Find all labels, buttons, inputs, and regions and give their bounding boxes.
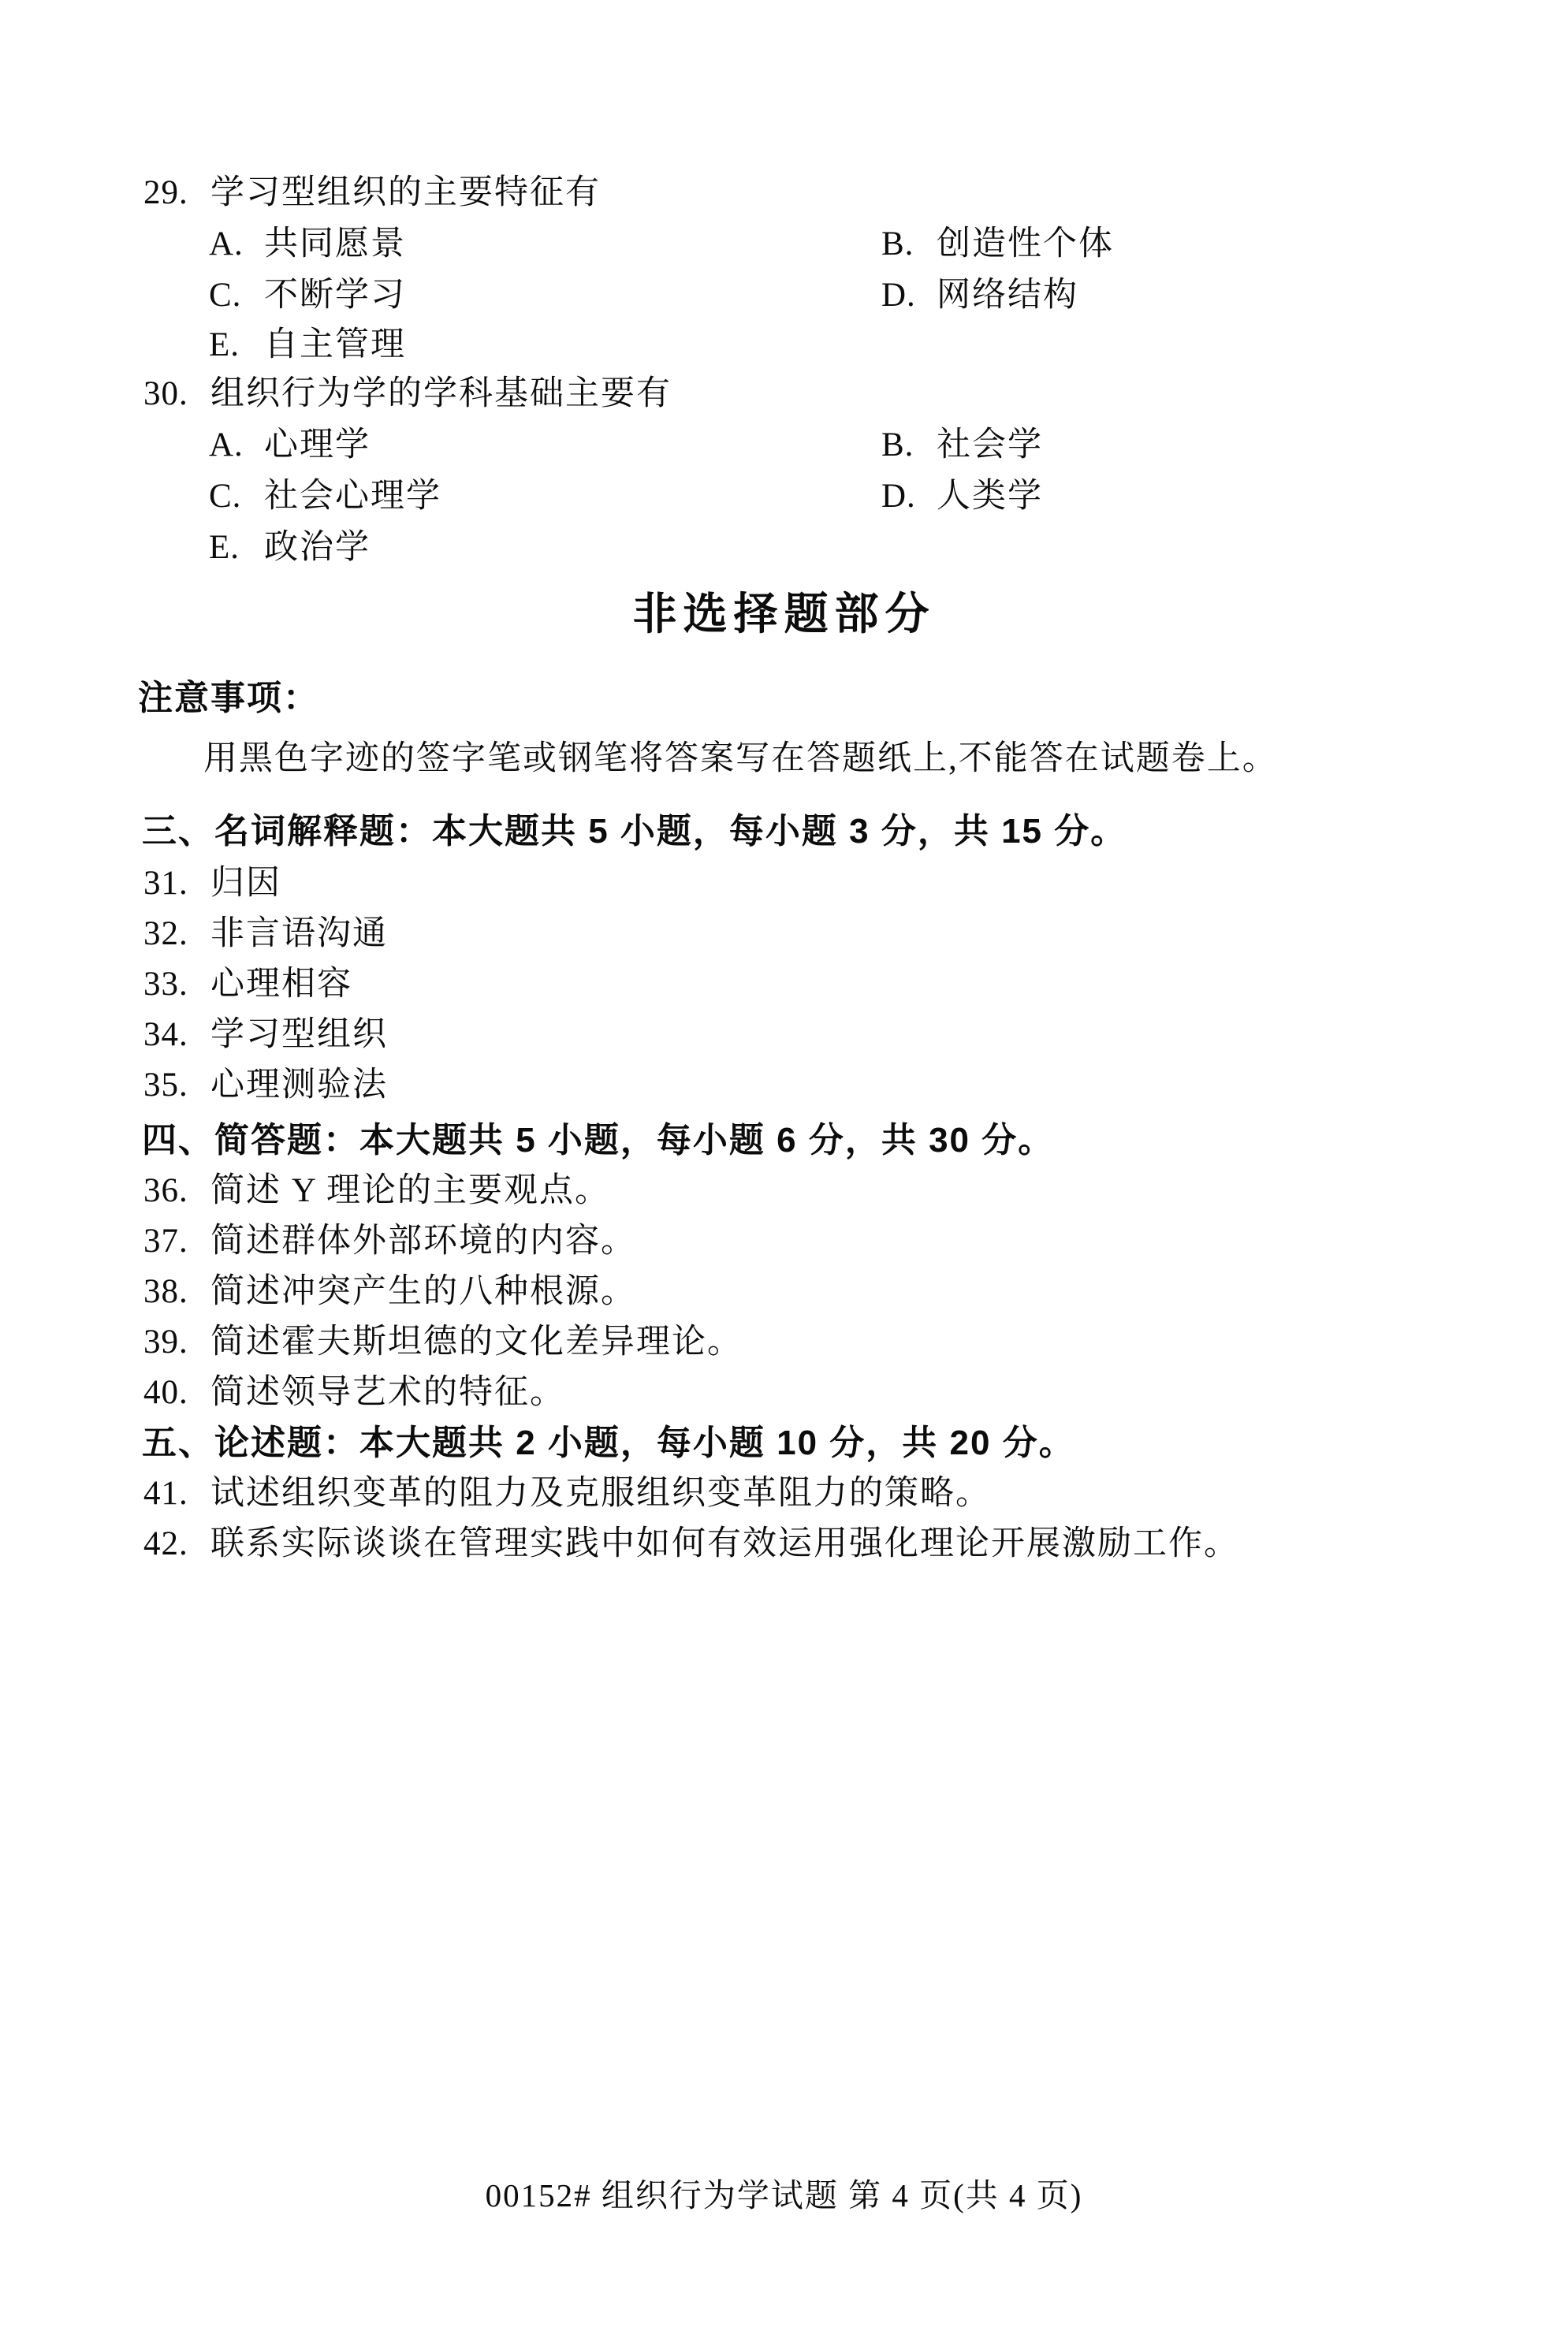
option-label: 网络结构 [937,277,1078,314]
page-footer: 00152# 组织行为学试题 第 4 页(共 4 页) [485,2177,1083,2213]
option-letter: D. [881,277,916,314]
item-number: 34. [143,1016,188,1053]
option-label: 心理学 [264,426,371,464]
item-40 [143,1373,565,1412]
option-label: 创造性个体 [937,225,1114,262]
item-text: 简述霍夫斯坦德的文化差异理论。 [210,1324,743,1361]
option-label: 社会心理学 [264,478,441,515]
item-number: 38. [143,1273,188,1310]
item-number: 32. [143,915,188,952]
item-38 [143,1272,636,1311]
question-text: 组织行为学的学科基础主要有 [210,375,672,412]
option-letter: A. [209,225,244,262]
question-30-option-d [881,477,1043,516]
option-label: 政治学 [264,529,371,566]
item-36 [143,1171,610,1210]
question-29-option-c [209,276,406,315]
item-text: 简述冲突产生的八种根源。 [210,1273,636,1310]
question-30-option-b [881,426,1043,464]
question-30-option-a [209,426,371,464]
item-number: 39. [143,1324,188,1361]
item-text: 简述 Y 理论的主要观点。 [210,1172,610,1209]
option-letter: E. [209,326,240,363]
option-label: 不断学习 [264,277,406,314]
option-label: 共同愿景 [264,225,406,262]
option-letter: E. [209,529,240,566]
question-30-option-c [209,477,441,516]
item-number: 36. [143,1172,188,1209]
question-text: 学习型组织的主要特征有 [210,174,601,211]
item-32 [143,914,388,953]
question-29-option-d [881,276,1078,315]
option-letter: A. [209,426,244,464]
notice-body: 用黑色字迹的签字笔或钢笔将答案写在答题纸上,不能答在试题卷上。 [203,740,1278,777]
section-4-title: 四、简答题：本大题共 5 小题，每小题 6 分，共 30 分。 [142,1121,1055,1160]
item-text: 简述群体外部环境的内容。 [210,1223,636,1260]
question-29-option-b [881,225,1114,263]
item-text: 非言语沟通 [210,915,388,952]
question-29-option-a [209,225,406,263]
item-34 [143,1015,388,1054]
item-number: 33. [143,966,188,1003]
option-letter: D. [881,478,916,515]
option-label: 社会学 [937,426,1043,464]
item-number: 31. [143,865,188,902]
item-text: 学习型组织 [210,1016,388,1053]
question-29 [143,173,601,212]
item-39 [143,1323,743,1361]
option-letter: B. [881,426,914,464]
question-number: 30. [143,375,188,412]
item-31 [143,864,281,903]
item-text: 联系实际谈谈在管理实践中如何有效运用强化理论开展激励工作。 [210,1525,1239,1562]
option-letter: C. [209,478,242,515]
item-number: 42. [143,1525,188,1562]
question-30 [143,374,672,413]
item-text: 心理相容 [210,966,352,1003]
item-number: 35. [143,1067,188,1104]
part-heading: 非选择题部分 [632,589,936,638]
item-text: 心理测验法 [210,1067,388,1104]
question-number: 29. [143,174,188,211]
option-label: 人类学 [937,478,1043,515]
option-letter: C. [209,277,242,314]
question-29-option-e [209,326,406,364]
item-42 [143,1525,1239,1563]
item-number: 40. [143,1374,188,1411]
item-number: 41. [143,1475,188,1512]
option-label: 自主管理 [264,326,406,363]
item-number: 37. [143,1223,188,1260]
item-text: 试述组织变革的阻力及克服组织变革阻力的策略。 [210,1475,991,1512]
item-35 [143,1066,388,1104]
item-text: 归因 [210,865,281,902]
section-5-title: 五、论述题：本大题共 2 小题，每小题 10 分，共 20 分。 [142,1424,1075,1462]
item-41 [143,1474,991,1513]
option-letter: B. [881,225,914,262]
notice-title: 注意事项： [138,679,319,717]
item-33 [143,965,352,1003]
question-30-option-e [209,528,371,567]
item-text: 简述领导艺术的特征。 [210,1374,565,1411]
section-3-title: 三、名词解释题：本大题共 5 小题，每小题 3 分，共 15 分。 [142,812,1127,851]
item-37 [143,1222,636,1260]
